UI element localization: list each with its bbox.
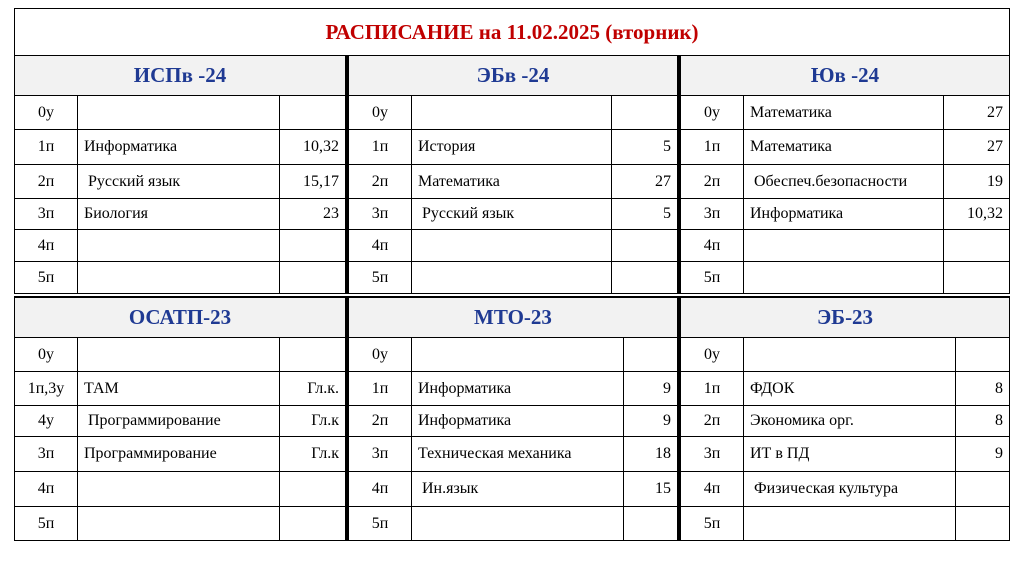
schedule-row bbox=[678, 507, 1010, 541]
schedule-row bbox=[678, 372, 1010, 406]
lesson-number-cell: 4п bbox=[15, 230, 78, 261]
lesson-number-cell: 2п bbox=[349, 165, 412, 198]
lesson-number-cell: 2п bbox=[15, 165, 78, 198]
room-cell: 9 bbox=[624, 406, 678, 436]
room-cell bbox=[624, 338, 678, 371]
lesson-number-cell: 2п bbox=[349, 406, 412, 436]
group-block bbox=[14, 55, 346, 294]
subject-cell: История bbox=[412, 130, 612, 164]
lesson-number-cell: 0у bbox=[349, 338, 412, 371]
schedule-section-bottom bbox=[14, 297, 1010, 541]
lesson-number-cell: 5п bbox=[15, 507, 78, 540]
lesson-number-cell: 5п bbox=[681, 507, 744, 540]
group-block bbox=[14, 297, 346, 541]
schedule-row bbox=[678, 262, 1010, 294]
subject-cell: ФДОК bbox=[744, 372, 956, 405]
lesson-number-cell: 1п bbox=[349, 372, 412, 405]
lesson-number-cell: 4п bbox=[349, 472, 412, 506]
room-cell bbox=[280, 262, 346, 293]
schedule-row bbox=[678, 230, 1010, 262]
room-cell bbox=[944, 262, 1010, 293]
schedule-row bbox=[346, 437, 678, 472]
lesson-number-cell: 4п bbox=[681, 230, 744, 261]
room-cell: 15 bbox=[624, 472, 678, 506]
room-cell: 8 bbox=[956, 406, 1010, 436]
lesson-number-cell: 3п bbox=[15, 199, 78, 229]
lesson-number-cell: 3п bbox=[681, 437, 744, 471]
schedule-row bbox=[346, 230, 678, 262]
schedule-row bbox=[14, 406, 346, 437]
group-block bbox=[346, 55, 678, 294]
subject-cell bbox=[78, 230, 280, 261]
schedule-row bbox=[14, 230, 346, 262]
subject-cell: ТАМ bbox=[78, 372, 280, 405]
room-cell: 5 bbox=[612, 130, 678, 164]
lesson-number-cell: 5п bbox=[349, 262, 412, 293]
subject-cell bbox=[78, 338, 280, 371]
room-cell: 9 bbox=[956, 437, 1010, 471]
schedule-row bbox=[346, 472, 678, 507]
subject-cell: Математика bbox=[412, 165, 612, 198]
room-cell: Гл.к bbox=[280, 406, 346, 436]
room-cell: 19 bbox=[944, 165, 1010, 198]
subject-cell bbox=[412, 262, 612, 293]
lesson-number-cell: 4у bbox=[15, 406, 78, 436]
subject-cell bbox=[78, 472, 280, 506]
schedule-row bbox=[14, 165, 346, 199]
subject-cell: Обеспеч.безопасности bbox=[744, 165, 944, 198]
subject-cell bbox=[744, 338, 956, 371]
lesson-number-cell: 3п bbox=[15, 437, 78, 471]
room-cell bbox=[280, 472, 346, 506]
lesson-number-cell: 1п,3у bbox=[15, 372, 78, 405]
schedule-title: РАСПИСАНИЕ на 11.02.2025 (вторник) bbox=[14, 8, 1010, 55]
subject-cell bbox=[78, 262, 280, 293]
subject-cell: Математика bbox=[744, 130, 944, 164]
subject-cell bbox=[412, 96, 612, 129]
subject-cell: Физическая культура bbox=[744, 472, 956, 506]
lesson-number-cell: 0у bbox=[15, 338, 78, 371]
lesson-number-cell: 5п bbox=[681, 262, 744, 293]
room-cell bbox=[612, 262, 678, 293]
room-cell: 5 bbox=[612, 199, 678, 229]
lesson-number-cell: 0у bbox=[681, 96, 744, 129]
lesson-number-cell: 5п bbox=[15, 262, 78, 293]
room-cell: 27 bbox=[944, 130, 1010, 164]
room-cell: 15,17 bbox=[280, 165, 346, 198]
subject-cell: Техническая механика bbox=[412, 437, 624, 471]
subject-cell: Русский язык bbox=[412, 199, 612, 229]
lesson-number-cell: 1п bbox=[349, 130, 412, 164]
room-cell: 27 bbox=[612, 165, 678, 198]
subject-cell bbox=[744, 507, 956, 540]
group-header: Юв -24 bbox=[678, 55, 1010, 96]
schedule-row bbox=[14, 338, 346, 372]
lesson-number-cell: 1п bbox=[681, 372, 744, 405]
schedule-row bbox=[14, 130, 346, 165]
schedule-row bbox=[14, 372, 346, 406]
subject-cell bbox=[412, 230, 612, 261]
schedule-row bbox=[14, 96, 346, 130]
group-block bbox=[678, 297, 1010, 541]
room-cell bbox=[956, 507, 1010, 540]
schedule-row bbox=[346, 165, 678, 199]
room-cell: 10,32 bbox=[944, 199, 1010, 229]
room-cell bbox=[944, 230, 1010, 261]
room-cell bbox=[280, 507, 346, 540]
schedule-row bbox=[14, 262, 346, 294]
schedule-row bbox=[14, 199, 346, 230]
subject-cell bbox=[78, 96, 280, 129]
room-cell: 18 bbox=[624, 437, 678, 471]
group-block bbox=[678, 55, 1010, 294]
lesson-number-cell: 4п bbox=[349, 230, 412, 261]
subject-cell: Русский язык bbox=[78, 165, 280, 198]
room-cell bbox=[280, 230, 346, 261]
room-cell bbox=[956, 338, 1010, 371]
room-cell bbox=[280, 96, 346, 129]
lesson-number-cell: 2п bbox=[681, 406, 744, 436]
subject-cell: Ин.язык bbox=[412, 472, 624, 506]
schedule-page bbox=[14, 8, 1010, 546]
subject-cell bbox=[744, 262, 944, 293]
schedule-row bbox=[346, 199, 678, 230]
room-cell: 9 bbox=[624, 372, 678, 405]
lesson-number-cell: 4п bbox=[15, 472, 78, 506]
subject-cell: Информатика bbox=[744, 199, 944, 229]
subject-cell: Информатика bbox=[78, 130, 280, 164]
room-cell: 8 bbox=[956, 372, 1010, 405]
lesson-number-cell: 0у bbox=[15, 96, 78, 129]
lesson-number-cell: 1п bbox=[15, 130, 78, 164]
group-header: ИСПв -24 bbox=[14, 55, 346, 96]
schedule-row bbox=[14, 472, 346, 507]
schedule-row bbox=[346, 406, 678, 437]
subject-cell bbox=[412, 507, 624, 540]
schedule-row bbox=[14, 437, 346, 472]
subject-cell: Биология bbox=[78, 199, 280, 229]
lesson-number-cell: 2п bbox=[681, 165, 744, 198]
subject-cell bbox=[744, 230, 944, 261]
schedule-row bbox=[346, 507, 678, 541]
room-cell: Гл.к bbox=[280, 437, 346, 471]
lesson-number-cell: 5п bbox=[349, 507, 412, 540]
schedule-row bbox=[678, 165, 1010, 199]
lesson-number-cell: 3п bbox=[349, 437, 412, 471]
schedule-row bbox=[346, 338, 678, 372]
room-cell bbox=[624, 507, 678, 540]
lesson-number-cell: 1п bbox=[681, 130, 744, 164]
room-cell bbox=[612, 230, 678, 261]
subject-cell: ИТ в ПД bbox=[744, 437, 956, 471]
group-header: ЭБв -24 bbox=[346, 55, 678, 96]
schedule-row bbox=[346, 96, 678, 130]
schedule-row bbox=[678, 406, 1010, 437]
schedule-row bbox=[346, 372, 678, 406]
schedule-row bbox=[678, 199, 1010, 230]
subject-cell bbox=[412, 338, 624, 371]
room-cell bbox=[956, 472, 1010, 506]
subject-cell bbox=[78, 507, 280, 540]
subject-cell: Программирование bbox=[78, 437, 280, 471]
group-header: МТО-23 bbox=[346, 297, 678, 338]
lesson-number-cell: 3п bbox=[349, 199, 412, 229]
room-cell: 10,32 bbox=[280, 130, 346, 164]
lesson-number-cell: 4п bbox=[681, 472, 744, 506]
room-cell bbox=[280, 338, 346, 371]
schedule-row bbox=[14, 507, 346, 541]
subject-cell: Информатика bbox=[412, 406, 624, 436]
lesson-number-cell: 0у bbox=[349, 96, 412, 129]
schedule-row bbox=[678, 437, 1010, 472]
room-cell bbox=[612, 96, 678, 129]
schedule-row bbox=[346, 262, 678, 294]
schedule-row bbox=[678, 96, 1010, 130]
schedule-row bbox=[678, 130, 1010, 165]
schedule-row bbox=[678, 338, 1010, 372]
schedule-section-top bbox=[14, 55, 1010, 294]
lesson-number-cell: 3п bbox=[681, 199, 744, 229]
room-cell: Гл.к. bbox=[280, 372, 346, 405]
group-block bbox=[346, 297, 678, 541]
room-cell: 27 bbox=[944, 96, 1010, 129]
group-header: ЭБ-23 bbox=[678, 297, 1010, 338]
lesson-number-cell: 0у bbox=[681, 338, 744, 371]
schedule-row bbox=[346, 130, 678, 165]
subject-cell: Экономика орг. bbox=[744, 406, 956, 436]
subject-cell: Математика bbox=[744, 96, 944, 129]
group-header: ОСАТП-23 bbox=[14, 297, 346, 338]
schedule-row bbox=[678, 472, 1010, 507]
subject-cell: Программирование bbox=[78, 406, 280, 436]
subject-cell: Информатика bbox=[412, 372, 624, 405]
room-cell: 23 bbox=[280, 199, 346, 229]
